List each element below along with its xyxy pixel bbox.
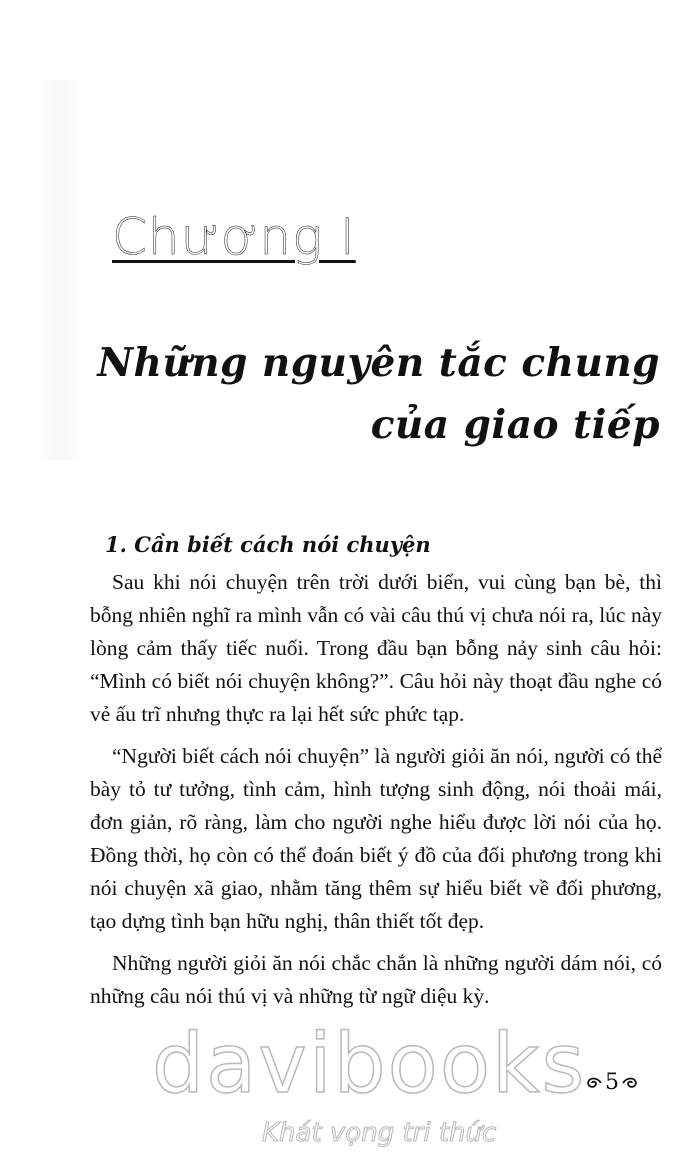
- section-heading: 1. Cần biết cách nói chuyện: [105, 532, 431, 557]
- binding-shadow: [40, 80, 80, 460]
- ornament-left-icon: [585, 1075, 603, 1091]
- paragraph: “Người biết cách nói chuyện” là người giỏi ăn nói, người có thể bày tỏ tư tưởng, tình cảm, hình tượng sinh động, nói thoải mái, đơn giản, rõ ràng, làm cho người nghe hiểu được lời nói của họ. Đồng thời, họ còn có thể đoán biết ý đồ của đối phương trong khi nói chuyện xã giao, nhằm tăng thêm sự hiểu biết về đối phương, tạo dựng tình bạn hữu nghị, thân thiết tốt đẹp.: [90, 744, 662, 933]
- page-number: [585, 1072, 639, 1094]
- chapter-title-line-2: của giao tiếp: [370, 402, 660, 448]
- watermark: davibooks: [152, 1017, 587, 1112]
- ornament-right-icon: [621, 1075, 639, 1091]
- watermark-tagline: Khát vọng tri thức: [262, 1118, 497, 1148]
- paragraph: Những người giỏi ăn nói chắc chắn là những người dám nói, có những câu nói thú vị và những từ ngữ diệu kỳ.: [90, 951, 662, 1008]
- body-text: [90, 566, 662, 1013]
- chapter-title-line-1: Những nguyên tắc chung: [97, 340, 660, 386]
- chapter-label: Chương I: [112, 208, 356, 266]
- page-number-value: 5: [605, 1070, 619, 1095]
- paragraph: Sau khi nói chuyện trên trời dưới biển, vui cùng bạn bè, thì bỗng nhiên nghĩ ra mình vẫn có vài câu thú vị chưa nói ra, lúc này lòng cảm thấy tiếc nuối. Trong đầu bạn bỗng nảy sinh câu hỏi: “Mình có biết nói chuyện không?”. Câu hỏi này thoạt đầu nghe có vẻ ấu trĩ nhưng thực ra lại hết sức phức tạp.: [90, 570, 662, 726]
- chapter-title: [97, 332, 660, 456]
